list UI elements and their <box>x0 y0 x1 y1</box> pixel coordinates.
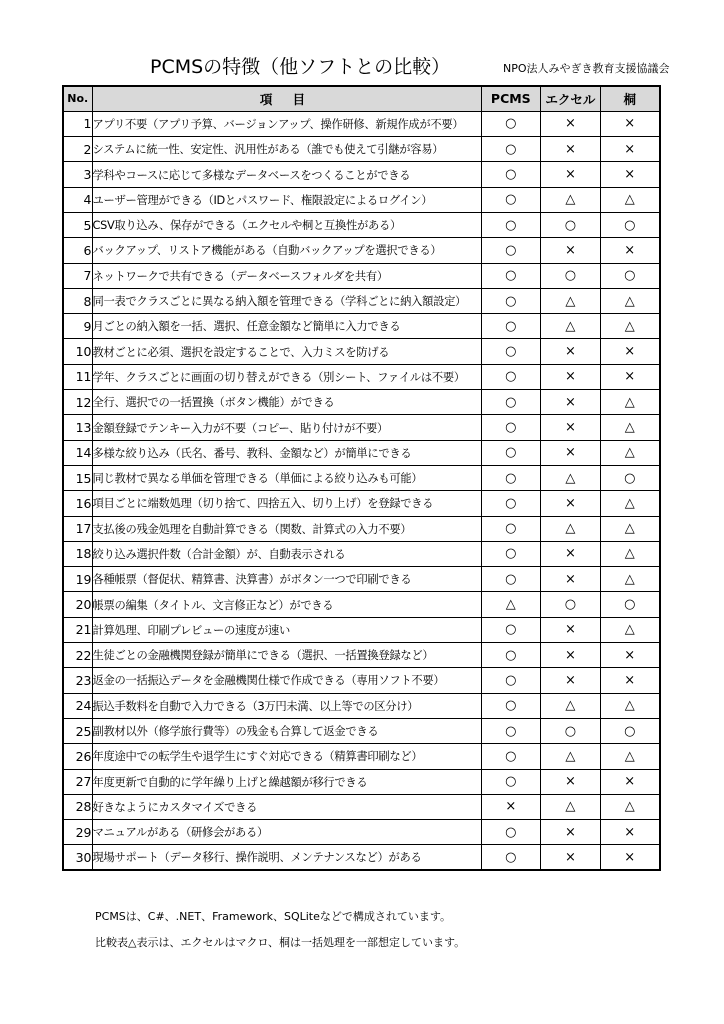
row-number: 16 <box>63 491 92 516</box>
table-row <box>63 465 660 490</box>
row-kiri-mark: × <box>600 162 660 187</box>
row-item: 教材ごとに必須、選択を設定することで、入力ミスを防げる <box>92 339 481 364</box>
table-row <box>63 541 660 566</box>
row-kiri-mark: ○ <box>600 465 660 490</box>
row-kiri-mark: △ <box>600 288 660 313</box>
header-pcms: PCMS <box>481 86 541 111</box>
row-number: 22 <box>63 643 92 668</box>
table-row <box>63 263 660 288</box>
row-kiri-mark: △ <box>600 744 660 769</box>
table-row <box>63 617 660 642</box>
row-kiri-mark: × <box>600 238 660 263</box>
row-kiri-mark: × <box>600 668 660 693</box>
row-excel-mark: × <box>541 567 601 592</box>
row-number: 17 <box>63 516 92 541</box>
row-pcms-mark: ○ <box>481 541 541 566</box>
row-excel-mark: × <box>541 491 601 516</box>
row-pcms-mark: ○ <box>481 516 541 541</box>
row-pcms-mark: ○ <box>481 643 541 668</box>
row-excel-mark: △ <box>541 288 601 313</box>
row-pcms-mark: ○ <box>481 415 541 440</box>
table-row <box>63 668 660 693</box>
row-kiri-mark: × <box>600 643 660 668</box>
row-number: 24 <box>63 693 92 718</box>
organization-name: NPO法人みやぎき教育支援協議会 <box>503 62 670 75</box>
row-pcms-mark: × <box>481 794 541 819</box>
row-pcms-mark: ○ <box>481 465 541 490</box>
row-pcms-mark: ○ <box>481 212 541 237</box>
table-row <box>63 718 660 743</box>
footnote-tech: PCMSは、C#、.NET、Framework、SQLiteなどで構成されています。 <box>95 910 451 923</box>
row-kiri-mark: △ <box>600 567 660 592</box>
row-number: 1 <box>63 111 92 136</box>
row-excel-mark: △ <box>541 187 601 212</box>
row-pcms-mark: ○ <box>481 820 541 845</box>
row-item: 年度途中での転学生や退学生にすぐ対応できる（精算書印刷など） <box>92 744 481 769</box>
row-number: 13 <box>63 415 92 440</box>
row-pcms-mark: ○ <box>481 238 541 263</box>
row-kiri-mark: △ <box>600 187 660 212</box>
table-row <box>63 390 660 415</box>
row-number: 6 <box>63 238 92 263</box>
row-item: 多様な絞り込み（氏名、番号、教科、金額など）が簡単にできる <box>92 440 481 465</box>
row-excel-mark: ○ <box>541 263 601 288</box>
row-kiri-mark: ○ <box>600 212 660 237</box>
row-excel-mark: ○ <box>541 592 601 617</box>
row-item: CSV取り込み、保存ができる（エクセルや桐と互換性がある） <box>92 212 481 237</box>
row-excel-mark: △ <box>541 516 601 541</box>
row-kiri-mark: △ <box>600 617 660 642</box>
table-row <box>63 137 660 162</box>
row-excel-mark: × <box>541 162 601 187</box>
table-row <box>63 415 660 440</box>
table-row <box>63 592 660 617</box>
row-item: 計算処理、印刷プレビューの速度が速い <box>92 617 481 642</box>
row-kiri-mark: △ <box>600 314 660 339</box>
row-pcms-mark: △ <box>481 592 541 617</box>
table-row <box>63 794 660 819</box>
table-row <box>63 643 660 668</box>
row-pcms-mark: ○ <box>481 137 541 162</box>
row-pcms-mark: ○ <box>481 617 541 642</box>
row-number: 26 <box>63 744 92 769</box>
row-pcms-mark: ○ <box>481 162 541 187</box>
row-kiri-mark: × <box>600 820 660 845</box>
row-excel-mark: × <box>541 668 601 693</box>
row-number: 28 <box>63 794 92 819</box>
header-no: No. <box>63 86 92 111</box>
row-kiri-mark: △ <box>600 541 660 566</box>
table-row <box>63 212 660 237</box>
row-pcms-mark: ○ <box>481 718 541 743</box>
row-pcms-mark: ○ <box>481 339 541 364</box>
row-kiri-mark: × <box>600 339 660 364</box>
table-row <box>63 820 660 845</box>
row-pcms-mark: ○ <box>481 364 541 389</box>
row-number: 23 <box>63 668 92 693</box>
table-row <box>63 339 660 364</box>
row-item: システムに統一性、安定性、汎用性がある（誰でも使えて引継が容易） <box>92 137 481 162</box>
row-number: 19 <box>63 567 92 592</box>
table-row <box>63 693 660 718</box>
table-body <box>63 111 660 870</box>
row-item: バックアップ、リストア機能がある（自動バックアップを選択できる） <box>92 238 481 263</box>
row-pcms-mark: ○ <box>481 668 541 693</box>
row-excel-mark: ○ <box>541 212 601 237</box>
table-row <box>63 440 660 465</box>
row-excel-mark: × <box>541 415 601 440</box>
row-pcms-mark: ○ <box>481 744 541 769</box>
row-item: 現場サポート（データ移行、操作説明、メンテナンスなど）がある <box>92 845 481 870</box>
row-excel-mark: △ <box>541 693 601 718</box>
row-item: 年度更新で自動的に学年繰り上げと繰越額が移行できる <box>92 769 481 794</box>
row-number: 29 <box>63 820 92 845</box>
row-excel-mark: × <box>541 339 601 364</box>
row-excel-mark: × <box>541 364 601 389</box>
row-item: 同一表でクラスごとに異なる納入額を管理できる（学科ごとに納入額設定） <box>92 288 481 313</box>
row-number: 9 <box>63 314 92 339</box>
row-item: 帳票の編集（タイトル、文言修正など）ができる <box>92 592 481 617</box>
row-item: 支払後の残金処理を自動計算できる（関数、計算式の入力不要） <box>92 516 481 541</box>
row-kiri-mark: ○ <box>600 263 660 288</box>
row-item: 全行、選択での一括置換（ボタン機能）ができる <box>92 390 481 415</box>
row-excel-mark: × <box>541 238 601 263</box>
row-number: 15 <box>63 465 92 490</box>
row-kiri-mark: △ <box>600 440 660 465</box>
row-excel-mark: × <box>541 769 601 794</box>
row-number: 30 <box>63 845 92 870</box>
row-item: アプリ不要（アプリ予算、バージョンアップ、操作研修、新規作成が不要） <box>92 111 481 136</box>
row-excel-mark: × <box>541 617 601 642</box>
row-excel-mark: × <box>541 137 601 162</box>
row-kiri-mark: ○ <box>600 592 660 617</box>
row-number: 7 <box>63 263 92 288</box>
page-title: PCMSの特徴（他ソフトとの比較） <box>150 56 451 78</box>
row-pcms-mark: ○ <box>481 845 541 870</box>
row-kiri-mark: △ <box>600 390 660 415</box>
table-row <box>63 162 660 187</box>
row-excel-mark: × <box>541 643 601 668</box>
row-excel-mark: ○ <box>541 718 601 743</box>
row-number: 4 <box>63 187 92 212</box>
row-item: 項目ごとに端数処理（切り捨て、四捨五入、切り上げ）を登録できる <box>92 491 481 516</box>
row-item: 副教材以外（修学旅行費等）の残金も合算して返金できる <box>92 718 481 743</box>
row-excel-mark: × <box>541 541 601 566</box>
table-row <box>63 288 660 313</box>
header-kiri: 桐 <box>600 86 660 111</box>
row-item: ユーザー管理ができる（IDとパスワード、権限設定によるログイン） <box>92 187 481 212</box>
row-item: 生徒ごとの金融機関登録が簡単にできる（選択、一括置換登録など） <box>92 643 481 668</box>
row-number: 8 <box>63 288 92 313</box>
row-excel-mark: × <box>541 820 601 845</box>
row-number: 18 <box>63 541 92 566</box>
row-kiri-mark: ○ <box>600 718 660 743</box>
row-pcms-mark: ○ <box>481 390 541 415</box>
row-pcms-mark: ○ <box>481 693 541 718</box>
row-item: 同じ教材で異なる単価を管理できる（単価による絞り込みも可能） <box>92 465 481 490</box>
row-item: ネットワークで共有できる（データベースフォルダを共有） <box>92 263 481 288</box>
row-excel-mark: × <box>541 111 601 136</box>
table-row <box>63 187 660 212</box>
table-row <box>63 111 660 136</box>
header-excel: エクセル <box>541 86 601 111</box>
table-row <box>63 769 660 794</box>
row-number: 25 <box>63 718 92 743</box>
row-pcms-mark: ○ <box>481 187 541 212</box>
row-kiri-mark: × <box>600 845 660 870</box>
row-excel-mark: × <box>541 845 601 870</box>
row-number: 5 <box>63 212 92 237</box>
row-item: 各種帳票（督促状、精算書、決算書）がボタン一つで印刷できる <box>92 567 481 592</box>
table-header-row <box>63 86 660 111</box>
row-item: マニュアルがある（研修会がある） <box>92 820 481 845</box>
row-pcms-mark: ○ <box>481 567 541 592</box>
table-row <box>63 491 660 516</box>
row-pcms-mark: ○ <box>481 111 541 136</box>
row-excel-mark: △ <box>541 314 601 339</box>
comparison-table <box>62 85 661 871</box>
row-number: 20 <box>63 592 92 617</box>
row-kiri-mark: △ <box>600 794 660 819</box>
row-number: 27 <box>63 769 92 794</box>
row-kiri-mark: △ <box>600 693 660 718</box>
row-item: 絞り込み選択件数（合計金額）が、自動表示される <box>92 541 481 566</box>
table-row <box>63 516 660 541</box>
row-item: 金額登録でテンキー入力が不要（コピー、貼り付けが不要） <box>92 415 481 440</box>
row-number: 3 <box>63 162 92 187</box>
row-item: 月ごとの納入額を一括、選択、任意金額など簡単に入力できる <box>92 314 481 339</box>
row-kiri-mark: × <box>600 364 660 389</box>
row-item: 返金の一括振込データを金融機関仕様で作成できる（専用ソフト不要） <box>92 668 481 693</box>
row-item: 好きなようにカスタマイズできる <box>92 794 481 819</box>
row-excel-mark: × <box>541 440 601 465</box>
row-kiri-mark: × <box>600 137 660 162</box>
table-row <box>63 845 660 870</box>
row-pcms-mark: ○ <box>481 263 541 288</box>
row-pcms-mark: ○ <box>481 491 541 516</box>
row-pcms-mark: ○ <box>481 314 541 339</box>
row-item: 振込手数料を自動で入力できる（3万円未満、以上等での区分け） <box>92 693 481 718</box>
row-number: 10 <box>63 339 92 364</box>
row-item: 学科やコースに応じて多様なデータベースをつくることができる <box>92 162 481 187</box>
table-row <box>63 567 660 592</box>
table-row <box>63 314 660 339</box>
row-pcms-mark: ○ <box>481 288 541 313</box>
row-number: 14 <box>63 440 92 465</box>
row-excel-mark: △ <box>541 465 601 490</box>
row-number: 12 <box>63 390 92 415</box>
row-pcms-mark: ○ <box>481 769 541 794</box>
row-number: 21 <box>63 617 92 642</box>
row-kiri-mark: × <box>600 769 660 794</box>
row-excel-mark: × <box>541 390 601 415</box>
row-kiri-mark: × <box>600 111 660 136</box>
row-kiri-mark: △ <box>600 491 660 516</box>
row-kiri-mark: △ <box>600 516 660 541</box>
footnote-legend: 比較表△表示は、エクセルはマクロ、桐は一括処理を一部想定しています。 <box>95 936 466 949</box>
table-row <box>63 238 660 263</box>
row-number: 2 <box>63 137 92 162</box>
header-item: 項 目 <box>92 86 481 111</box>
table-row <box>63 364 660 389</box>
row-excel-mark: △ <box>541 744 601 769</box>
row-item: 学年、クラスごとに画面の切り替えができる（別シート、ファイルは不要） <box>92 364 481 389</box>
row-number: 11 <box>63 364 92 389</box>
table-row <box>63 744 660 769</box>
row-kiri-mark: △ <box>600 415 660 440</box>
row-excel-mark: △ <box>541 794 601 819</box>
row-pcms-mark: ○ <box>481 440 541 465</box>
